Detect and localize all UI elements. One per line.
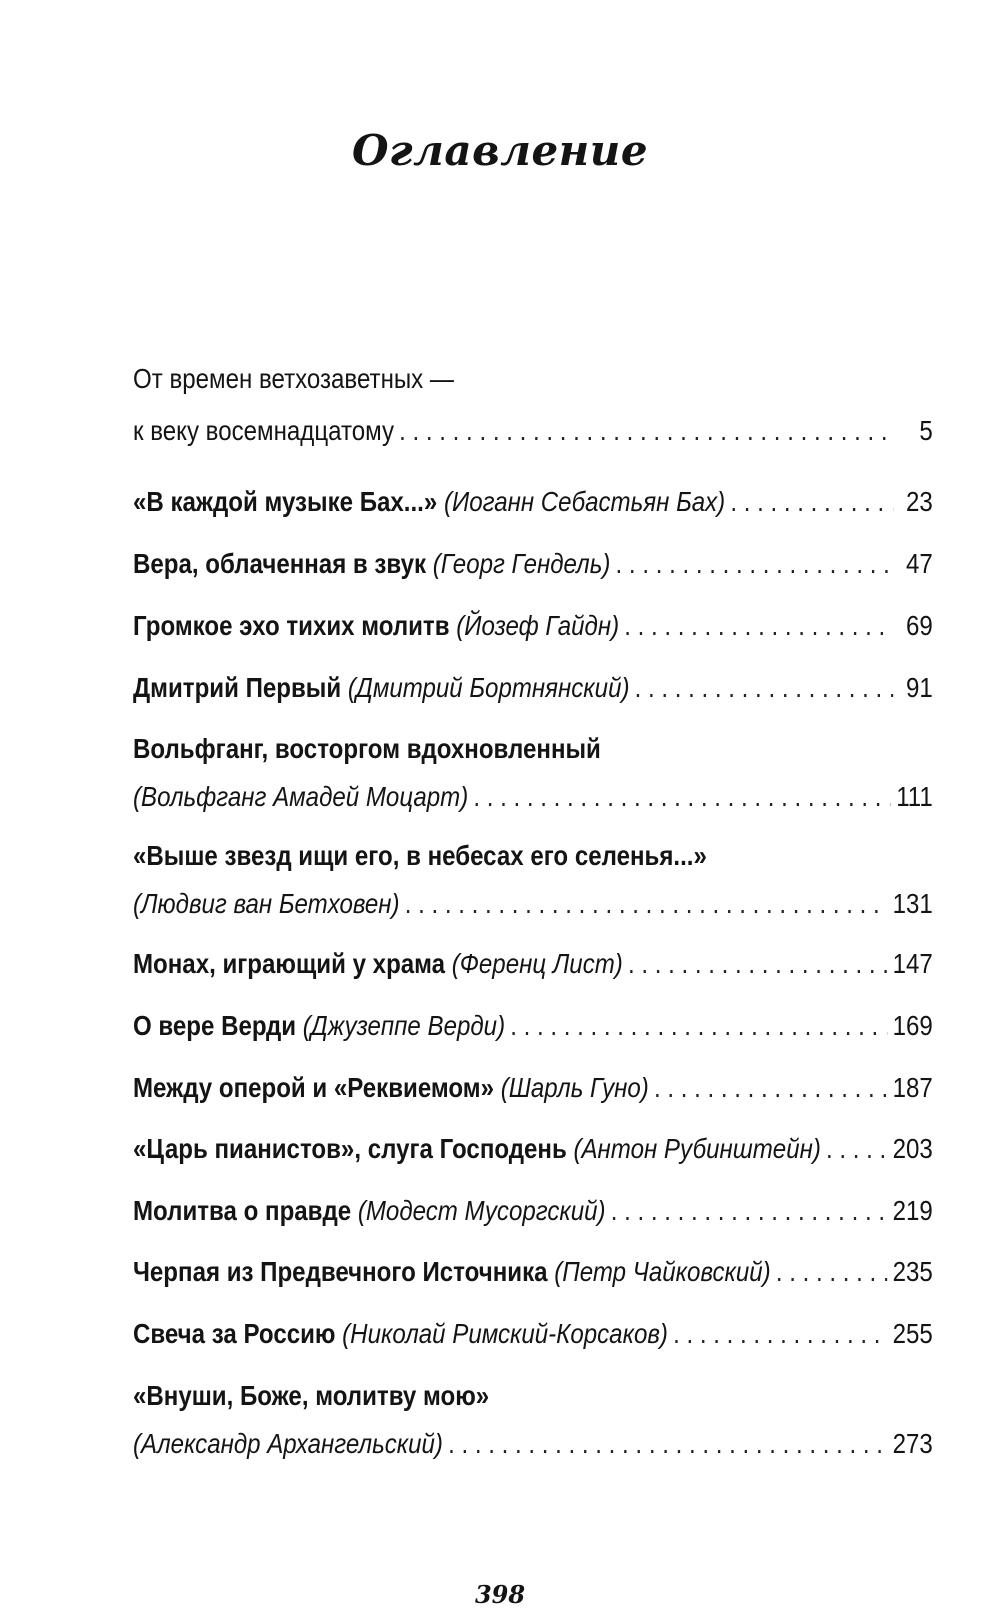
toc-entry-author: (Йозеф Гайдн) — [456, 610, 620, 641]
toc-entry-title: Черпая из Предвечного Источника — [133, 1256, 548, 1287]
toc-entry — [133, 540, 933, 588]
dot-leader — [730, 478, 893, 526]
dot-leader — [826, 1125, 887, 1173]
toc-entry-author: (Модест Мусоргский) — [357, 1195, 606, 1226]
toc-entry-title: О вере Верди — [133, 1010, 297, 1041]
toc-entry — [133, 355, 933, 455]
page-number: 398 — [474, 1580, 526, 1609]
toc-entry-title: Вера, облаченная в звук — [133, 548, 427, 579]
toc-entry — [133, 1248, 933, 1296]
toc-page-number: 203 — [892, 1133, 933, 1164]
toc-entry — [133, 1125, 933, 1173]
toc-entry-title: Громкое эхо тихих молитв — [133, 610, 450, 641]
toc-page-number: 255 — [892, 1318, 933, 1349]
toc-entry-title: Дмитрий Первый — [133, 672, 342, 703]
toc-page-number: 187 — [892, 1072, 933, 1103]
toc-page-number: 47 — [906, 548, 933, 579]
toc-entry — [133, 1187, 933, 1235]
toc-entry-title: От времен ветхозаветных — — [133, 363, 454, 394]
toc-entry-title: «В каждой музыке Бах...» — [133, 486, 438, 517]
toc-entry-author: (Джузеппе Верди) — [302, 1010, 506, 1041]
toc-entry-title: «Выше звезд ищи его, в небесах его селенья...» — [133, 840, 707, 871]
toc-entry-title: Молитва о правде — [133, 1195, 352, 1226]
dot-leader — [616, 540, 894, 588]
toc-page-number: 69 — [906, 610, 933, 641]
dot-leader — [510, 1002, 887, 1050]
toc-entry — [133, 1002, 933, 1050]
page-title: Оглавление — [351, 126, 649, 175]
toc-entry — [133, 1310, 933, 1358]
toc-page-number: 235 — [892, 1256, 933, 1287]
dot-leader — [635, 664, 894, 712]
toc-entry — [133, 725, 933, 821]
toc-entry-author: (Георг Гендель) — [432, 548, 611, 579]
toc-entry-title: к веку восемнадцатому — [133, 415, 394, 446]
toc-entry-author: (Антон Рубинштейн) — [573, 1133, 821, 1164]
toc-entry-author: (Ференц Лист) — [451, 948, 623, 979]
dot-leader — [776, 1248, 888, 1296]
toc-page-number: 5 — [919, 415, 933, 446]
dot-leader — [673, 1310, 887, 1358]
toc-entry-title: Между оперой и «Реквиемом» — [133, 1072, 494, 1103]
dot-leader — [628, 940, 887, 988]
toc-entry — [133, 1372, 933, 1468]
toc-entry-author: (Людвиг ван Бетховен) — [133, 888, 400, 919]
dot-leader — [654, 1064, 887, 1112]
toc-page-number: 131 — [892, 888, 933, 919]
toc-page-number: 91 — [906, 672, 933, 703]
toc-page-number: 273 — [892, 1428, 933, 1459]
dot-leader — [611, 1187, 888, 1235]
toc-entry — [133, 940, 933, 988]
toc-entry-author: (Дмитрий Бортнянский) — [347, 672, 630, 703]
dot-leader — [405, 880, 888, 928]
toc-entry-title: Свеча за Россию — [133, 1318, 336, 1349]
toc-entry-author: (Александр Архангельский) — [133, 1428, 443, 1459]
toc-entry — [133, 602, 933, 650]
toc-page-number: 111 — [896, 781, 933, 812]
toc-entry — [133, 664, 933, 712]
toc-entry — [133, 1064, 933, 1112]
toc-entry-author: (Иоганн Себастьян Бах) — [443, 486, 726, 517]
toc-page-number: 147 — [892, 948, 933, 979]
toc-entry-title: Вольфганг, восторгом вдохновленный — [133, 733, 601, 764]
toc-entry-title: «Царь пианистов», слуга Господень — [133, 1133, 567, 1164]
toc-page-number: 23 — [906, 486, 933, 517]
dot-leader — [624, 602, 893, 650]
toc-entry — [133, 832, 933, 928]
toc-entry-author: (Вольфганг Амадей Моцарт) — [133, 781, 469, 812]
dot-leader — [399, 407, 893, 455]
toc-entry-author: (Шарль Гуно) — [500, 1072, 649, 1103]
toc-page-number: 219 — [892, 1195, 933, 1226]
dot-leader — [473, 773, 891, 821]
toc-entry-author: (Николай Римский-Корсаков) — [342, 1318, 668, 1349]
toc-entry — [133, 478, 933, 526]
toc-page-number: 169 — [892, 1010, 933, 1041]
toc-entry-author: (Петр Чайковский) — [554, 1256, 771, 1287]
toc-entry-title: Монах, играющий у храма — [133, 948, 446, 979]
toc-entry-title: «Внуши, Боже, молитву мою» — [133, 1380, 490, 1411]
dot-leader — [448, 1420, 887, 1468]
